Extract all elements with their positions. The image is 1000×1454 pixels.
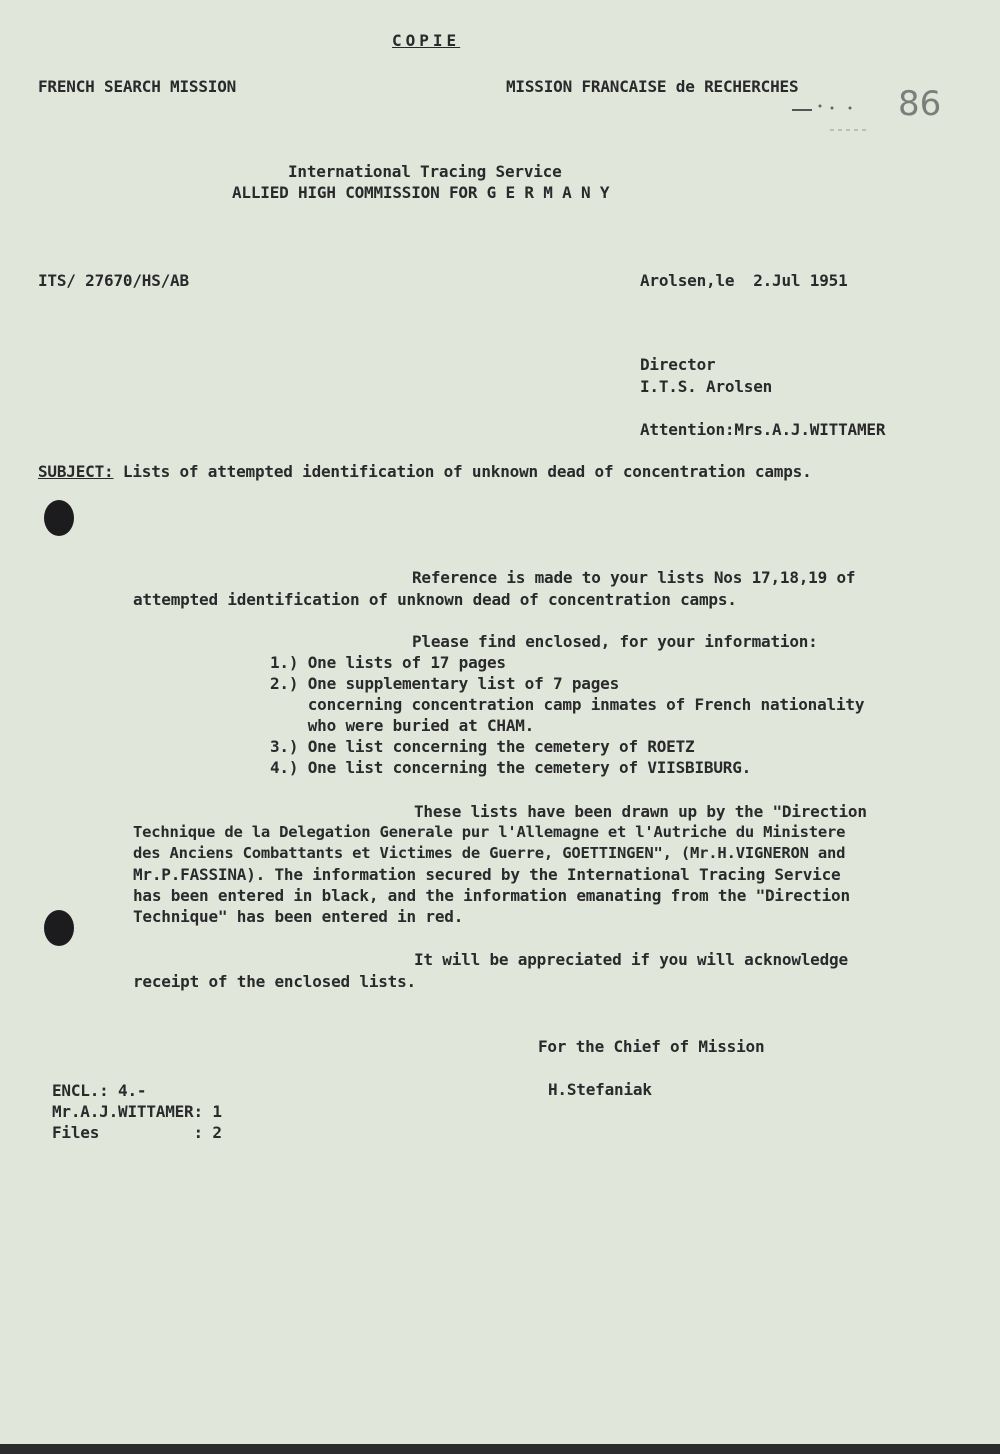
paragraph4-line1: It will be appreciated if you will acknowledge xyxy=(414,950,848,969)
paragraph3-line6: Technique" has been entered in red. xyxy=(133,907,464,926)
paragraph1-line1: Reference is made to your lists Nos 17,18,19 of xyxy=(412,568,856,587)
paragraph3-line3: des Anciens Combattants et Victimes de Guerre, GOETTINGEN", (Mr.H.VIGNERON and xyxy=(133,844,846,862)
sender-org-english: FRENCH SEARCH MISSION xyxy=(38,77,237,96)
distribution-wittamer: Mr.A.J.WITTAMER: 1 xyxy=(52,1102,222,1121)
addressee-office: I.T.S. Arolsen xyxy=(640,377,773,396)
enclosures-intro: Please find enclosed, for your information: xyxy=(412,632,818,651)
attention-line: Attention:Mrs.A.J.WITTAMER xyxy=(640,420,886,439)
signature-for-chief: For the Chief of Mission xyxy=(538,1037,765,1056)
enclosure-item-1: 1.) One lists of 17 pages xyxy=(270,653,506,672)
paragraph3-line2: Technique de la Delegation Generale pur l'Allemagne et l'Autriche du Ministere xyxy=(133,823,846,841)
enclosure-item-2: 2.) One supplementary list of 7 pages xyxy=(270,674,620,693)
page-number: 86 xyxy=(898,84,942,124)
punch-hole-top xyxy=(44,500,74,536)
enclosure-count: ENCL.: 4.- xyxy=(52,1081,147,1100)
distribution-files: Files : 2 xyxy=(52,1123,222,1142)
punch-hole-bottom xyxy=(44,910,74,946)
subject-text: Lists of attempted identification of unknown dead of concentration camps. xyxy=(122,462,812,481)
subject-label: SUBJECT: xyxy=(38,462,114,481)
signature-name: H.Stefaniak xyxy=(548,1080,652,1099)
subject-line xyxy=(38,461,812,482)
recipient-org-line1: International Tracing Service xyxy=(288,162,562,181)
reference-number: ITS/ 27670/HS/AB xyxy=(38,271,189,290)
paragraph3-line1: These lists have been drawn up by the "Direction xyxy=(414,802,867,821)
pencil-marks xyxy=(790,96,870,136)
enclosure-item-2-cont2: who were buried at CHAM. xyxy=(270,716,535,735)
scan-bottom-edge xyxy=(0,1444,1000,1454)
paragraph1-line2: attempted identification of unknown dead of concentration camps. xyxy=(133,590,737,609)
enclosure-item-3: 3.) One list concerning the cemetery of ROETZ xyxy=(270,737,695,756)
enclosure-item-2-cont1: concerning concentration camp inmates of French nationality xyxy=(270,695,865,714)
paragraph3-line4: Mr.P.FASSINA). The information secured by the International Tracing Service xyxy=(133,865,841,884)
addressee-title: Director xyxy=(640,355,716,374)
sender-org-french: MISSION FRANCAISE de RECHERCHES xyxy=(506,77,799,96)
copy-heading: COPIE xyxy=(392,31,461,50)
recipient-org-line2: ALLIED HIGH COMMISSION FOR G E R M A N Y xyxy=(232,183,610,202)
enclosure-item-4: 4.) One list concerning the cemetery of VIISBIBURG. xyxy=(270,758,752,777)
place-date: Arolsen,le 2.Jul 1951 xyxy=(640,271,848,290)
paragraph3-line5: has been entered in black, and the information emanating from the "Direction xyxy=(133,886,850,905)
paragraph4-line2: receipt of the enclosed lists. xyxy=(133,972,416,991)
